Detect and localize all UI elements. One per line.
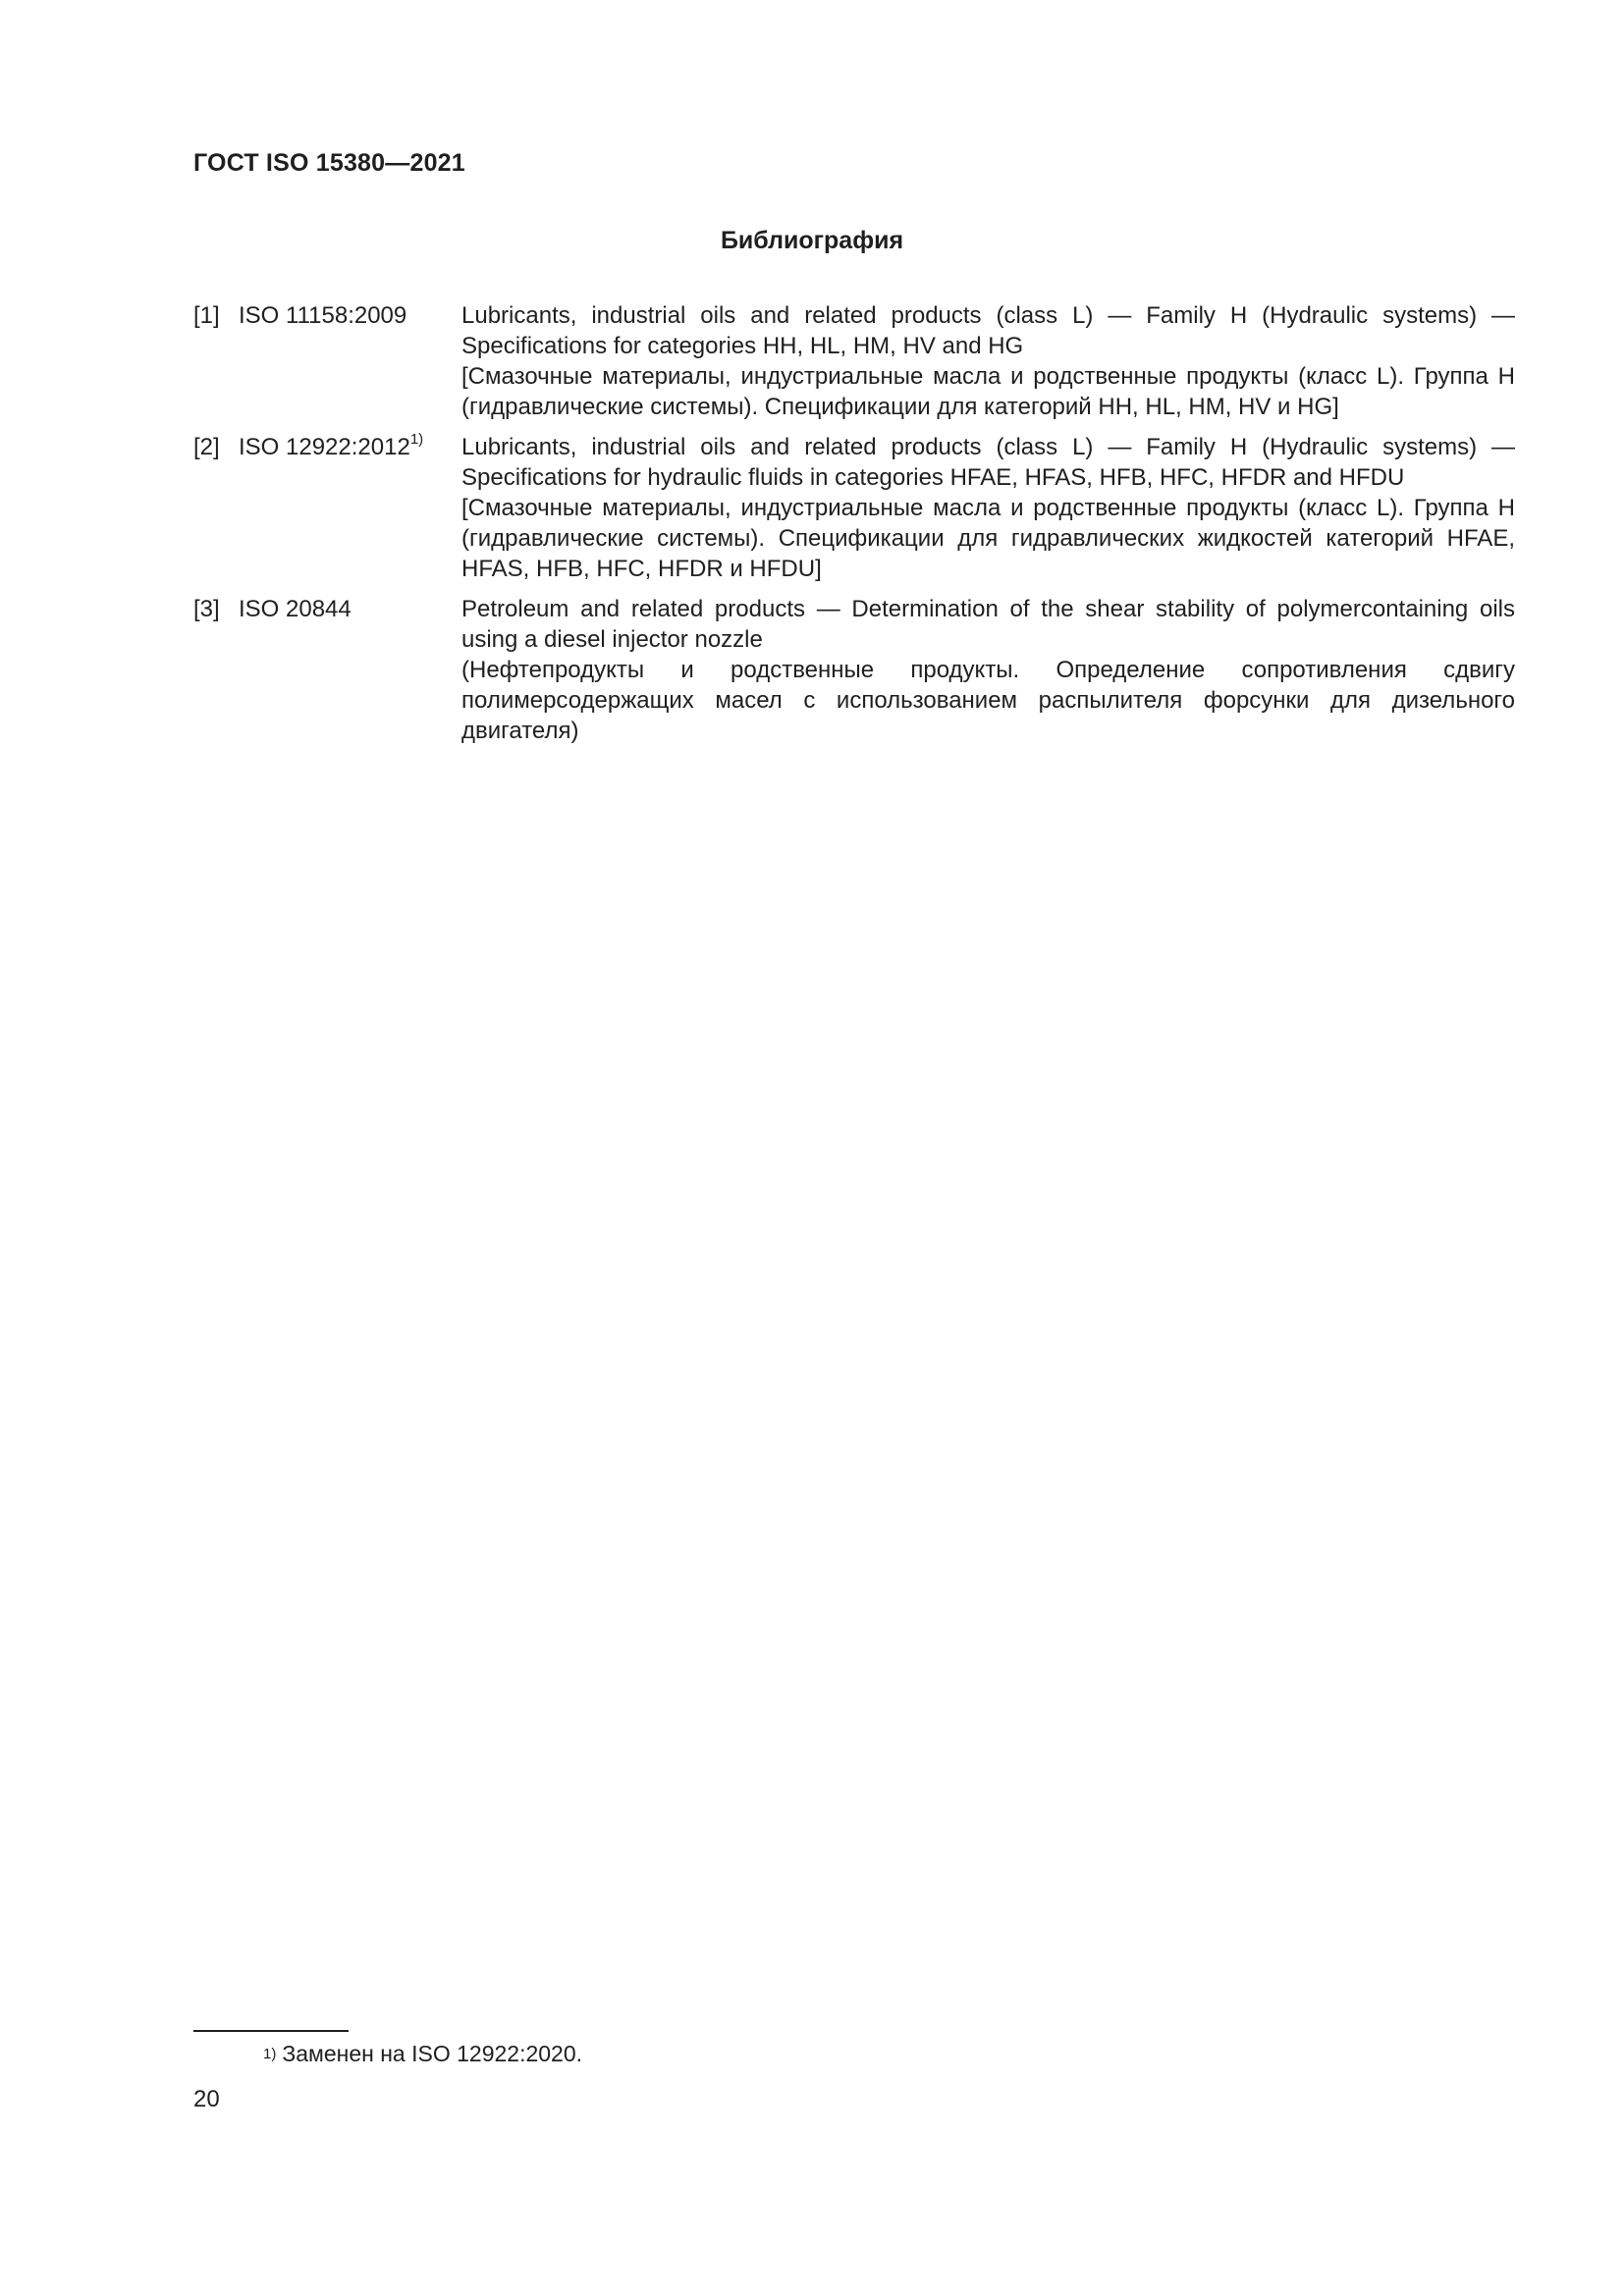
entry-body [461, 300, 1515, 422]
entry-reference-code: ISO 11158:2009 [239, 302, 407, 329]
entry-title-ru: [Смазочные материалы, индустриальные масла и родственные продукты (класс L). Группа H (гидравлические системы). Спецификации для категорий HH, HL, HM, HV и HG] [461, 363, 1515, 420]
section-title: Библиография [720, 227, 904, 254]
document-code-header: ГОСТ ISO 15380—2021 [193, 149, 465, 177]
bibliography-entry [193, 594, 1515, 746]
page-number: 20 [193, 2086, 220, 2112]
entry-number: [1] [193, 302, 220, 329]
bibliography-entry [193, 300, 1515, 422]
entry-body [461, 594, 1515, 746]
entry-number: [3] [193, 596, 220, 622]
footnote-text: Заменен на ISO 12922:2020. [282, 2041, 583, 2066]
entry-title-ru: (Нефтепродукты и родственные продукты. Определение сопротивления сдвигу полимерсодержащих масел с использованием распылителя форсунки для дизельного двигателя) [461, 657, 1515, 744]
footnote [263, 2041, 582, 2067]
entry-title-en: Petroleum and related products — Determination of the shear stability of polymercontaining oils using a diesel injector nozzle [461, 596, 1515, 653]
entry-title-ru: [Смазочные материалы, индустриальные масла и родственные продукты (класс L). Группа H (гидравлические системы). Спецификации для гидравлических жидкостей категорий HFAE, HFAS, HFB, HFC, HFDR и HFDU] [461, 495, 1515, 582]
entry-reference-footnote-marker: 1) [409, 431, 424, 448]
entry-reference-code: ISO 12922:2012 [239, 434, 410, 460]
entry-reference [239, 594, 461, 746]
entry-reference [239, 432, 461, 584]
footnote-marker: 1) [263, 2046, 277, 2062]
bibliography-list [193, 300, 1515, 756]
entry-title-en: Lubricants, industrial oils and related products (class L) — Family H (Hydraulic systems) — Specifications for categories HH, HL, HM, HV and HG [461, 302, 1515, 359]
entry-number: [2] [193, 434, 220, 460]
bibliography-entry [193, 432, 1515, 584]
entry-body [461, 432, 1515, 584]
footnote-separator [193, 2030, 349, 2032]
entry-reference-code: ISO 20844 [239, 596, 352, 622]
entry-title-en: Lubricants, industrial oils and related products (class L) — Family H (Hydraulic systems) — Specifications for hydraulic fluids in categories HFAE, HFAS, HFB, HFC, HFDR and HFDU [461, 434, 1515, 491]
entry-reference [239, 300, 461, 422]
